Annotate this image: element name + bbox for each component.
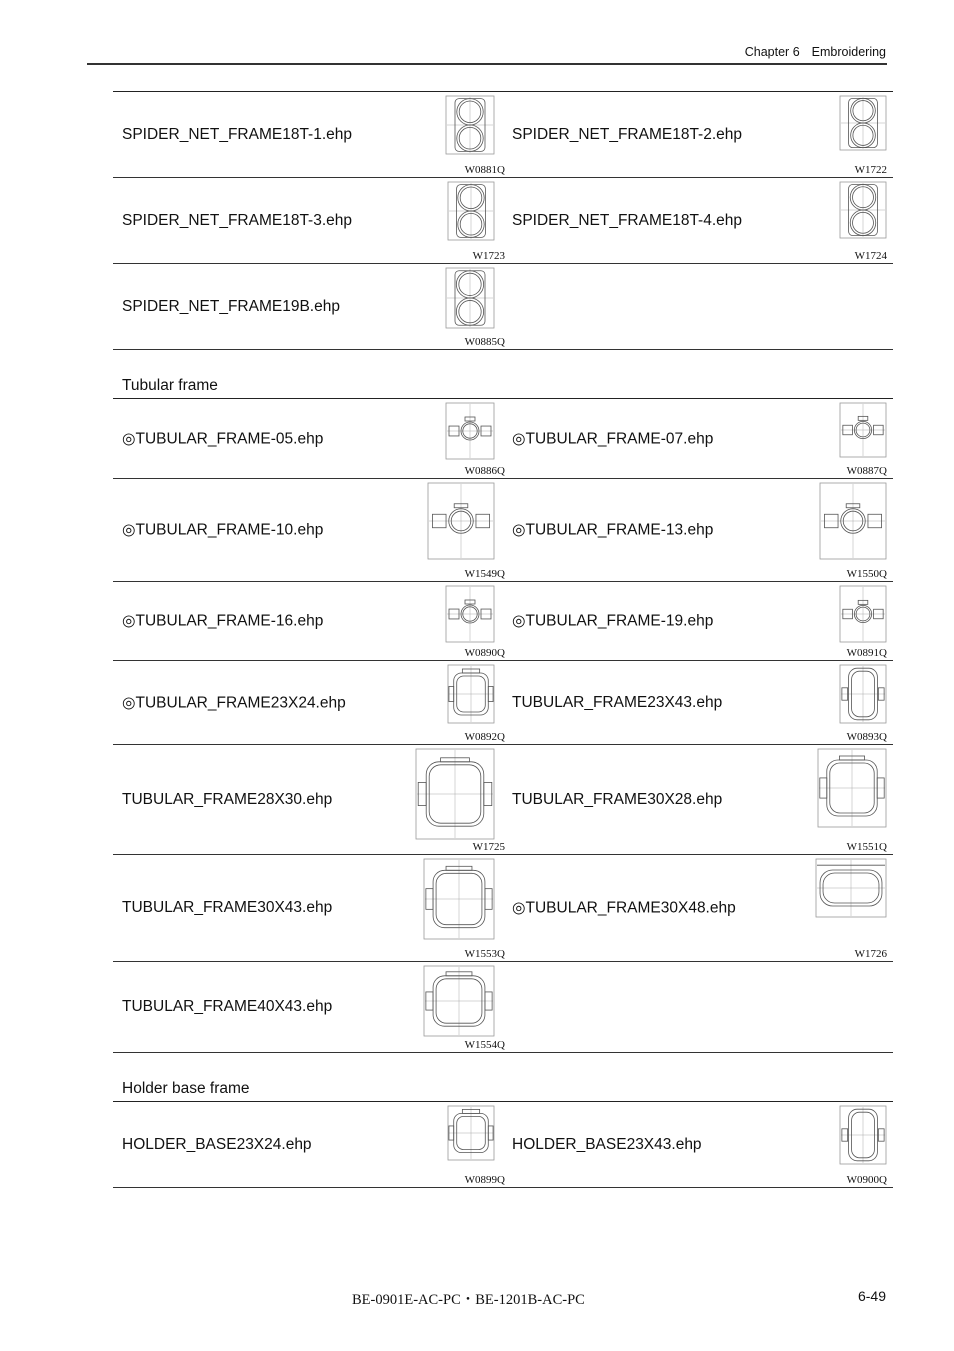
left-cell (113, 962, 503, 1052)
section-heading (113, 350, 893, 398)
figure-code: W1551Q (846, 841, 887, 853)
right-cell (503, 1102, 893, 1187)
frame-file-name: TUBULAR_FRAME30X28.ehp (512, 790, 723, 808)
figure-code: W1554Q (464, 1039, 505, 1051)
frame-file-name: HOLDER_BASE23X43.ehp (512, 1135, 702, 1153)
table-row (113, 745, 893, 854)
left-cell (113, 745, 503, 854)
left-cell (113, 855, 503, 961)
square-tubular-frame-icon (447, 664, 495, 724)
model-number: BE-0901E-AC-PC・BE-1201B-AC-PC (352, 1292, 585, 1308)
figure-code: W0881Q (464, 164, 505, 176)
tall-holder-frame-icon (839, 1105, 887, 1165)
figure-code: W0885Q (464, 336, 505, 348)
right-cell (503, 745, 893, 854)
figure-code: W1725 (472, 841, 505, 853)
frame-table (113, 91, 893, 1188)
figure-code: W1726 (854, 948, 887, 960)
frame-file-name: ◎TUBULAR_FRAME30X48.ehp (512, 899, 736, 917)
left-cell (113, 178, 503, 263)
square-tubular-frame-icon (415, 748, 495, 840)
frame-file-name: ◎TUBULAR_FRAME-05.ehp (122, 430, 324, 447)
right-cell (503, 661, 893, 744)
table-row (113, 855, 893, 961)
frame-file-name: HOLDER_BASE23X24.ehp (122, 1135, 312, 1153)
right-cell (503, 855, 893, 961)
right-cell (503, 962, 893, 1052)
table-row (113, 962, 893, 1052)
section-heading-text: Holder base frame (122, 1080, 250, 1097)
round-tubular-frame-icon (839, 402, 887, 458)
frame-file-name: SPIDER_NET_FRAME18T-1.ehp (122, 125, 353, 143)
square-tubular-frame-icon (423, 965, 495, 1037)
table-row (113, 479, 893, 581)
figure-code: W0900Q (846, 1174, 887, 1186)
round-tubular-frame-icon (819, 482, 887, 560)
figure-code: W0891Q (846, 647, 887, 659)
left-cell (113, 92, 503, 177)
wide-tubular-frame-icon (815, 858, 887, 918)
spider-frame-icon (445, 267, 495, 329)
section-heading (113, 1053, 893, 1101)
table-row (113, 92, 893, 177)
right-cell (503, 582, 893, 660)
frame-file-name: ◎TUBULAR_FRAME-07.ehp (512, 430, 714, 447)
section-heading-text: Tubular frame (122, 377, 218, 394)
round-tubular-frame-icon (445, 585, 495, 643)
spider-frame-icon (447, 181, 495, 241)
figure-code: W0893Q (846, 731, 887, 743)
table-row (113, 264, 893, 349)
frame-file-name: ◎TUBULAR_FRAME-13.ehp (512, 521, 714, 539)
round-tubular-frame-icon (427, 482, 495, 560)
right-cell (503, 178, 893, 263)
chapter-label: Chapter 6 (744, 45, 800, 59)
figure-code: W1722 (854, 164, 887, 176)
frame-file-name: ◎TUBULAR_FRAME23X24.ehp (122, 694, 346, 711)
frame-file-name: TUBULAR_FRAME23X43.ehp (512, 693, 723, 711)
figure-code: W0887Q (846, 465, 887, 477)
round-tubular-frame-icon (839, 585, 887, 643)
frame-file-name: SPIDER_NET_FRAME18T-4.ehp (512, 211, 743, 229)
frame-file-name: TUBULAR_FRAME28X30.ehp (122, 790, 333, 808)
figure-code: W0899Q (464, 1174, 505, 1186)
figure-code: W1553Q (464, 948, 505, 960)
left-cell (113, 661, 503, 744)
tall-tubular-frame-icon (839, 664, 887, 724)
frame-file-name: SPIDER_NET_FRAME18T-2.ehp (512, 125, 743, 143)
running-head (745, 45, 886, 59)
square-tubular-frame-icon (817, 748, 887, 828)
figure-code: W1549Q (464, 568, 505, 580)
right-cell (503, 264, 893, 349)
frame-file-name: SPIDER_NET_FRAME19B.ehp (122, 297, 340, 315)
frame-file-name: SPIDER_NET_FRAME18T-3.ehp (122, 211, 353, 229)
spider-frame-icon (445, 95, 495, 155)
figure-code: W0890Q (464, 647, 505, 659)
right-cell (503, 399, 893, 478)
page-header (0, 0, 954, 70)
header-rule (87, 63, 887, 65)
table-row (113, 178, 893, 263)
page-number: 6-49 (857, 1288, 886, 1304)
spider-frame-icon (839, 95, 887, 151)
round-tubular-frame-icon (445, 402, 495, 460)
table-row (113, 1102, 893, 1187)
right-cell (503, 479, 893, 581)
square-tubular-frame-icon (423, 858, 495, 940)
section-title: Embroidering (811, 45, 886, 59)
frame-file-name: ◎TUBULAR_FRAME-16.ehp (122, 612, 324, 630)
figure-code: W0892Q (464, 731, 505, 743)
left-cell (113, 479, 503, 581)
table-row (113, 399, 893, 478)
square-holder-frame-icon (447, 1105, 495, 1161)
spider-frame-icon (839, 181, 887, 239)
frame-file-name: ◎TUBULAR_FRAME-19.ehp (512, 612, 714, 630)
left-cell (113, 264, 503, 349)
left-cell (113, 1102, 503, 1187)
row-rule (113, 1187, 893, 1188)
table-row (113, 582, 893, 660)
table-row (113, 661, 893, 744)
figure-code: W0886Q (464, 465, 505, 477)
figure-code: W1724 (854, 250, 887, 262)
figure-code: W1723 (472, 250, 505, 262)
frame-file-name: TUBULAR_FRAME30X43.ehp (122, 899, 333, 916)
left-cell (113, 399, 503, 478)
frame-file-name: TUBULAR_FRAME40X43.ehp (122, 998, 333, 1015)
frame-file-name: ◎TUBULAR_FRAME-10.ehp (122, 521, 324, 539)
figure-code: W1550Q (846, 568, 887, 580)
right-cell (503, 92, 893, 177)
left-cell (113, 582, 503, 660)
